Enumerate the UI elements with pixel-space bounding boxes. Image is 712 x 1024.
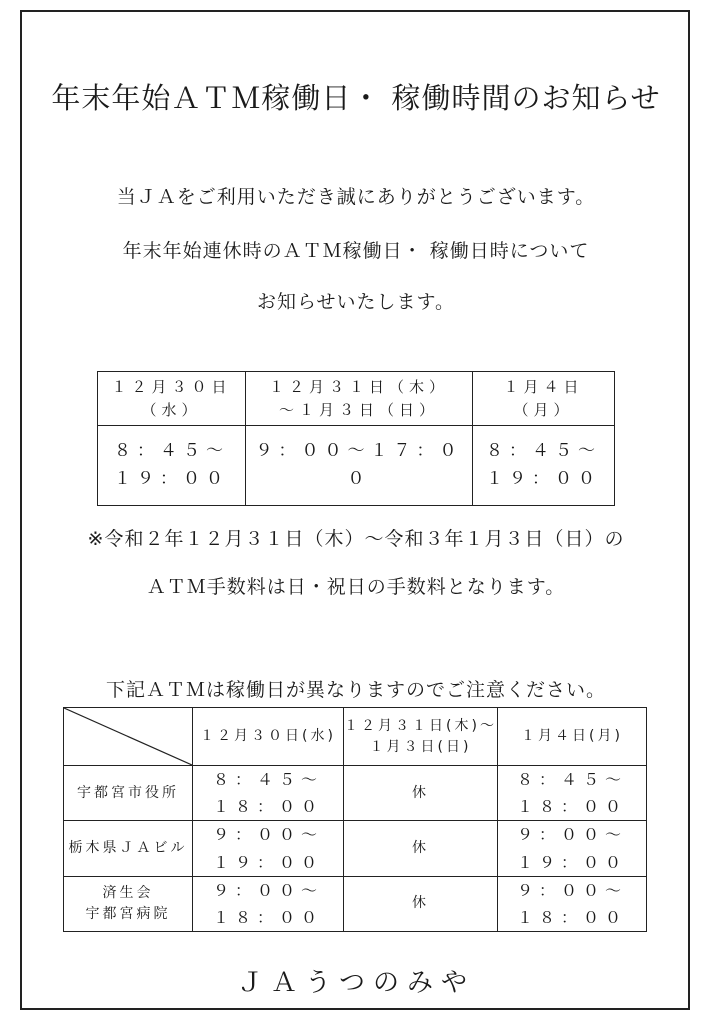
hours-holidays: ９：００～１７：００ <box>246 426 473 506</box>
intro-line-3: お知らせいたします。 <box>257 291 455 313</box>
location-hours-dec30: ９：００～ １８：００ <box>193 876 344 931</box>
header-jan4: １月４日 （月） <box>473 372 615 426</box>
diagonal-line <box>64 708 192 765</box>
location-holiday: 休 <box>344 766 498 821</box>
notice-title: 年末年始ＡＴＭ稼働日・ 稼働時間のお知らせ <box>51 81 661 115</box>
location-holiday: 休 <box>344 821 498 876</box>
special-notice: 下記ＡＴＭは稼働日が異なりますのでご注意ください。 <box>105 679 606 701</box>
location-name: 宇都宮市役所 <box>64 766 193 821</box>
loc-header-jan4: １月４日(月) <box>498 708 647 766</box>
hours-dec30: ８：４５～ １９：００ <box>98 426 246 506</box>
header-dec30: １２月３０日 （水） <box>98 372 246 426</box>
intro-line-1: 当ＪＡをご利用いただき誠にありがとうございます。 <box>116 186 596 208</box>
header-holidays: １２月３１日（木） ～１月３日（日） <box>246 372 473 426</box>
footer-organization: ＪＡうつのみや <box>236 968 475 998</box>
intro-line-2: 年末年始連休時のＡＴＭ稼働日・ 稼働日時について <box>122 240 590 262</box>
table-row <box>64 821 647 876</box>
loc-header-dec30: １２月３０日(水) <box>193 708 344 766</box>
location-hours-jan4: ８：４５～ １８：００ <box>498 766 647 821</box>
location-name: 済生会 宇都宮病院 <box>64 876 193 931</box>
table-row <box>64 766 647 821</box>
fee-notice-line-2: ＡＴＭ手数料は日・祝日の手数料となります。 <box>146 576 566 598</box>
hours-jan4: ８：４５～ １９：００ <box>473 426 615 506</box>
location-hours-jan4: ９：００～ １９：００ <box>498 821 647 876</box>
fee-notice-line-1: ※令和２年１２月３１日（木）～令和３年１月３日（日）の <box>87 528 625 550</box>
location-hours-dec30: ９：００～ １９：００ <box>193 821 344 876</box>
table-row <box>64 876 647 931</box>
loc-header-holidays: １２月３１日(木)～ １月３日(日) <box>344 708 498 766</box>
location-holiday: 休 <box>344 876 498 931</box>
location-schedule-table <box>63 707 647 932</box>
location-hours-jan4: ９：００～ １８：００ <box>498 876 647 931</box>
location-name: 栃木県ＪＡビル <box>64 821 193 876</box>
location-hours-dec30: ８：４５～ １８：００ <box>193 766 344 821</box>
general-schedule-table <box>97 371 615 506</box>
corner-cell <box>64 708 193 766</box>
